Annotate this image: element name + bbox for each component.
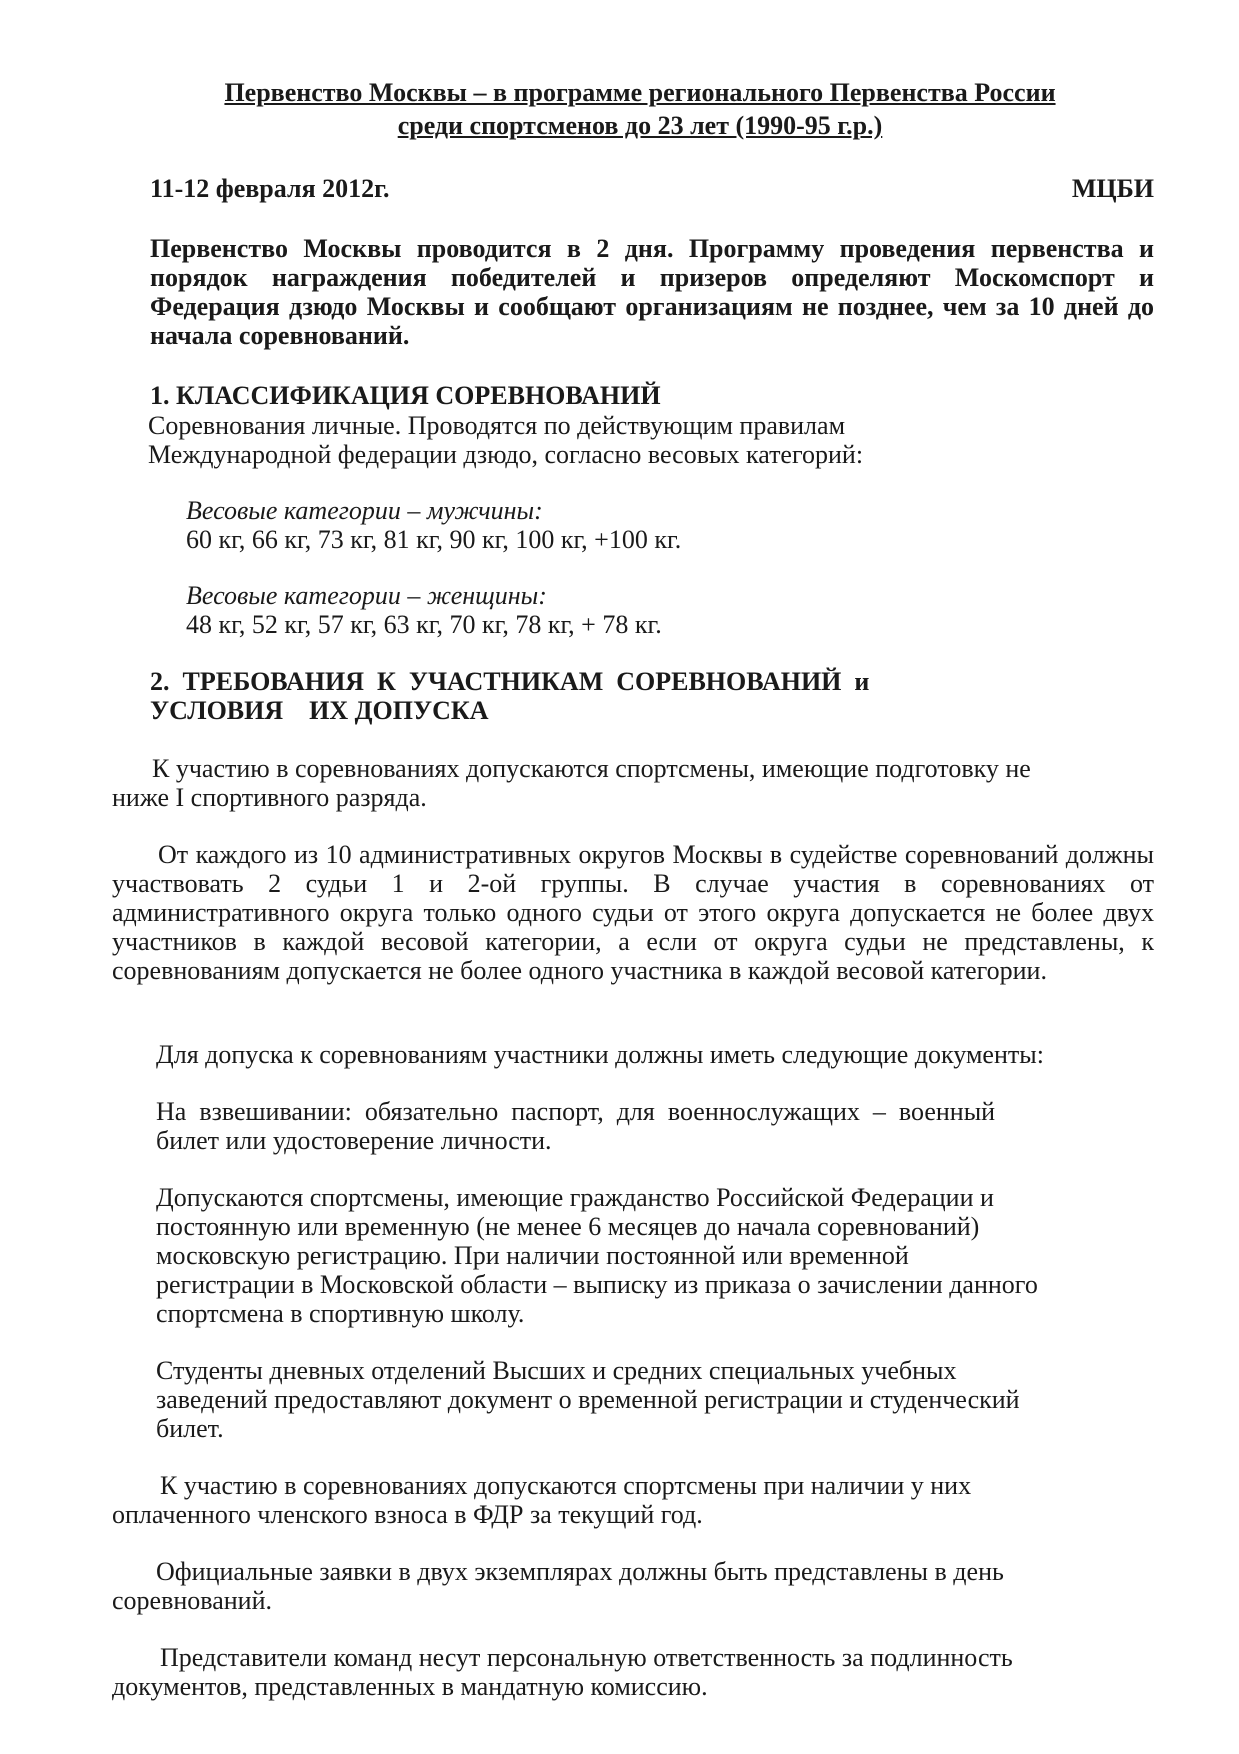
section-2-heading-line-1: 2. ТРЕБОВАНИЯ К УЧАСТНИКАМ СОРЕВНОВАНИЙ и: [150, 667, 870, 696]
women-weights-label: Весовые категории – женщины:: [186, 581, 547, 610]
section-2-p5-line-1: Допускаются спортсмены, имеющие гражданство Российской Федерации и: [156, 1183, 994, 1212]
section-2-p9-line-2: документов, представленных в мандатную комиссию.: [112, 1672, 708, 1701]
title-line-2: среди спортсменов до 23 лет (1990-95 г.р.): [397, 111, 883, 140]
section-2-p4-line-2: билет или удостоверение личности.: [156, 1126, 552, 1155]
section-2-p3: Для допуска к соревнованиям участники должны иметь следующие документы:: [156, 1040, 1044, 1069]
intro-paragraph: Первенство Москвы проводится в 2 дня. Программу проведения первенства и порядок награждения победителей и призеров определяют Москомспорт и Федерация дзюдо Москвы и сообщают организациям не позднее, чем за 10 дней до начала соревнований.: [150, 234, 1154, 350]
section-2-p2: От каждого из 10 административных округов Москвы в судействе соревнований должны участвовать 2 судьи 1 и 2-ой группы. В случае участия в соревнованиях от административного округа только одного судьи от этого округа допускается не более двух участников в каждой весовой категории, а если от округа судьи не представлены, к соревнованиям допускается не более одного участника в каждой весовой категории.: [112, 840, 1154, 985]
section-2-p5-line-3: московскую регистрацию. При наличии постоянной или временной: [156, 1241, 909, 1270]
section-1-line-1: Соревнования личные. Проводятся по действующим правилам: [148, 411, 846, 440]
section-2-p8-line-1: Официальные заявки в двух экземплярах должны быть представлены в день: [156, 1557, 1004, 1586]
section-2-p7-line-2: оплаченного членского взноса в ФДР за текущий год.: [112, 1500, 703, 1529]
men-weights-list: 60 кг, 66 кг, 73 кг, 81 кг, 90 кг, 100 кг, +100 кг.: [186, 525, 682, 554]
section-2-p5-line-2: постоянную или временную (не менее 6 месяцев до начала соревнований): [156, 1212, 980, 1241]
section-2-heading-line-2: УСЛОВИЯ ИХ ДОПУСКА: [150, 696, 489, 725]
section-2-p6-line-2: заведений предоставляют документ о временной регистрации и студенческий: [156, 1385, 1020, 1414]
section-2-p1-line-2: ниже I спортивного разряда.: [112, 783, 427, 812]
section-2-p1-line-1: К участию в соревнованиях допускаются спортсмены, имеющие подготовку не: [152, 754, 1031, 783]
section-2-p6-line-1: Студенты дневных отделений Высших и средних специальных учебных: [156, 1356, 957, 1385]
section-2-p7-line-1: К участию в соревнованиях допускаются спортсмены при наличии у них: [160, 1471, 972, 1500]
section-2-p4-line-1: На взвешивании: обязательно паспорт, для военнослужащих – военный: [156, 1097, 996, 1126]
section-1-heading: 1. КЛАССИФИКАЦИЯ СОРЕВНОВАНИЙ: [150, 381, 661, 410]
section-2-p9-line-1: Представители команд несут персональную ответственность за подлинность: [160, 1643, 1013, 1672]
section-2-p6-line-3: билет.: [156, 1414, 224, 1443]
section-1-line-2: Международной федерации дзюдо, согласно весовых категорий:: [148, 440, 864, 469]
event-venue: МЦБИ: [1071, 174, 1154, 203]
women-weights-list: 48 кг, 52 кг, 57 кг, 63 кг, 70 кг, 78 кг, + 78 кг.: [186, 610, 662, 639]
document-title: [140, 76, 1140, 142]
title-line-1: Первенство Москвы – в программе регионального Первенства России: [224, 78, 1056, 107]
section-2-p8-line-2: соревнований.: [112, 1586, 272, 1615]
event-date: 11-12 февраля 2012г.: [150, 174, 390, 203]
men-weights-label: Весовые категории – мужчины:: [186, 496, 543, 525]
section-2-p5-line-4: регистрации в Московской области – выписку из приказа о зачислении данного: [156, 1270, 1038, 1299]
section-2-p5-line-5: спортсмена в спортивную школу.: [156, 1299, 525, 1328]
